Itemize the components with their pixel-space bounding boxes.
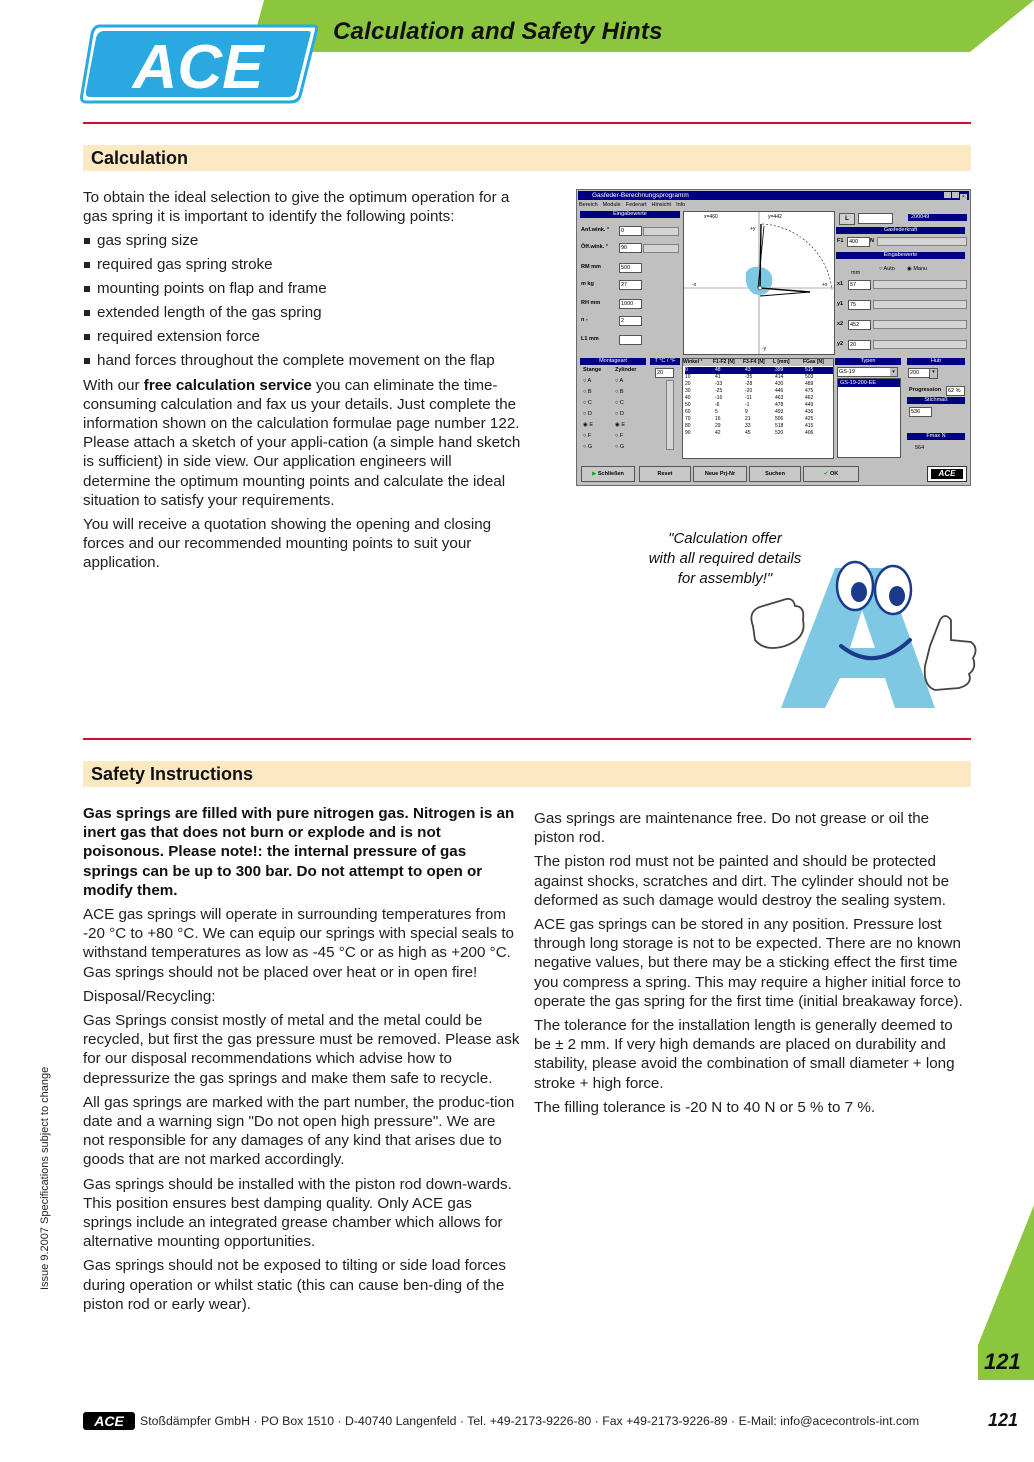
anf-wink-slider[interactable] xyxy=(643,227,679,236)
safety-paragraph: The filling tolerance is -20 N to 40 N or 5 % to 7 %. xyxy=(534,1098,876,1116)
menu-item[interactable]: Hinsicht xyxy=(651,202,672,208)
table-cell: 446 xyxy=(775,388,784,394)
x2-input[interactable]: 452 xyxy=(848,320,871,330)
list-item: required extension force xyxy=(83,327,523,346)
list-item: required gas spring stroke xyxy=(83,255,523,274)
footer-ace-logo xyxy=(83,1412,135,1430)
table-row xyxy=(685,423,833,430)
stange-option-d[interactable]: ○ D xyxy=(583,411,592,417)
table-row xyxy=(685,381,833,388)
temp-header: T °C / °F xyxy=(650,358,680,365)
table-cell: -25 xyxy=(715,388,723,394)
window-menubar xyxy=(579,201,968,209)
calculation-bullet-list xyxy=(83,231,523,370)
page-title: Calculation and Safety Hints xyxy=(333,18,663,45)
table-cell: -20 xyxy=(745,388,753,394)
safety-paragraph: All gas springs are marked with the part number, the produc-tion date and a warning sign "Do not open high pressure". We are not responsible for any damages of any kind that arises due to goods that are not marked accordingly. xyxy=(83,1093,515,1169)
minimize-icon[interactable] xyxy=(944,192,951,198)
typ-select[interactable] xyxy=(837,367,898,377)
zylinder-option-g[interactable]: ○ G xyxy=(615,444,625,450)
field-label: x1 xyxy=(837,281,844,287)
table-cell: 80 xyxy=(685,423,691,429)
option-label: C xyxy=(619,400,624,406)
table-cell: 33 xyxy=(745,423,751,429)
calculation-quotation-paragraph: You will receive a quotation showing the opening and closing forces and our recommended mounting points to suit your application. xyxy=(83,516,492,572)
window-controls xyxy=(943,192,967,200)
graph-label: x=460 xyxy=(704,214,718,220)
manu-radio[interactable]: ◉ Manu xyxy=(907,266,928,272)
safety-paragraph: Gas Springs consist mostly of metal and the metal could be recycled, but first the gas pressure must be removed. Please ask for our disposal recommendations which advise how to depressurize the gas springs and make them safe to recycle. xyxy=(83,1012,520,1087)
footer-contact: Stoßdämpfer GmbH · PO Box 1510 · D-40740 Langenfeld · Tel. +49-2173-9226-80 · Fax +49-2173-9226-89 · E-Mail: info@acecontrols-int.com xyxy=(140,1414,920,1428)
software-ace-logo-text: ACE xyxy=(931,469,963,479)
f1-slider[interactable] xyxy=(877,237,967,246)
option-label: F xyxy=(619,433,624,439)
zylinder-option-f[interactable]: ○ F xyxy=(615,433,624,439)
list-item: extended length of the gas spring xyxy=(83,303,523,322)
calculation-heading: Calculation xyxy=(91,148,189,168)
field-label: x2 xyxy=(837,321,844,327)
table-row xyxy=(685,367,833,374)
safety-paragraph: Gas springs should be installed with the piston rod down-wards. This position ensures best damping quality. Only ACE gas springs include an integrated grease chamber which allows for alternative mounting opportunities. xyxy=(83,1175,512,1251)
list-item[interactable]: GS-19-200-EE xyxy=(838,379,900,387)
table-cell: 41 xyxy=(715,374,721,380)
table-cell: 493 xyxy=(775,409,784,415)
quote-line: with all required details xyxy=(648,550,802,567)
n-input[interactable]: 2 xyxy=(619,316,642,326)
window-titlebar xyxy=(578,191,969,200)
menu-item[interactable]: Federart xyxy=(625,202,647,208)
table-cell: 414 xyxy=(775,374,784,380)
stichmass-value: 536 xyxy=(909,407,932,417)
graph-label: y=442 xyxy=(768,214,782,220)
chevron-down-icon[interactable]: ▾ xyxy=(929,368,938,379)
table-row xyxy=(685,388,833,395)
stange-option-b[interactable]: ○ B xyxy=(583,389,592,395)
safety-right-column xyxy=(534,809,971,1122)
option-label: E xyxy=(589,422,593,428)
l-input[interactable] xyxy=(858,213,893,224)
x1-input[interactable]: 57 xyxy=(848,280,871,290)
safety-heading: Safety Instructions xyxy=(91,764,254,784)
close-icon[interactable]: × xyxy=(960,194,967,200)
table-cell: 489 xyxy=(805,381,814,387)
table-cell: -16 xyxy=(715,395,723,401)
radio-label: Manu xyxy=(913,266,928,272)
table-cell: 425 xyxy=(805,416,814,422)
f1-input[interactable]: 400 xyxy=(847,237,870,247)
stange-options xyxy=(583,376,593,453)
field-label: m kg xyxy=(581,281,594,287)
field-label: Anf.wink. ° xyxy=(581,227,610,233)
table-cell: 449 xyxy=(805,402,814,408)
table-cell: -35 xyxy=(745,374,753,380)
progression-value: 62 % xyxy=(946,386,965,396)
button-label: OK xyxy=(829,471,839,477)
paragraph-text: With our xyxy=(83,376,144,394)
rm-input[interactable]: 500 xyxy=(619,263,642,273)
y1-slider[interactable] xyxy=(873,300,967,309)
column-header: L [mm] xyxy=(773,359,790,365)
temp-scrollbar[interactable] xyxy=(666,380,674,450)
menu-item[interactable]: Bereich xyxy=(579,202,598,208)
chevron-down-icon[interactable]: ▾ xyxy=(890,368,897,376)
hub-input[interactable]: 200 xyxy=(908,368,931,378)
quote-line: for assembly!" xyxy=(677,570,773,587)
window-title: Gasfeder-Berechnungsprogramm xyxy=(592,192,689,199)
option-label: A xyxy=(587,378,592,384)
safety-paragraph: Disposal/Recycling: xyxy=(83,987,216,1005)
table-cell: 20 xyxy=(685,381,691,387)
y2-slider[interactable] xyxy=(873,340,967,349)
stange-option-e[interactable]: ◉ E xyxy=(583,422,593,428)
table-cell: 9 xyxy=(745,409,748,415)
safety-paragraph: Gas springs are maintenance free. Do not grease or oil the piston rod. xyxy=(534,810,930,847)
field-label: RH mm xyxy=(581,300,601,306)
table-cell: 70 xyxy=(685,416,691,422)
l1-input[interactable] xyxy=(619,335,642,345)
column-header: F1-F2 [N] xyxy=(713,359,735,365)
stange-label: Stange xyxy=(583,367,602,373)
safety-paragraph: Gas springs should not be exposed to tilting or side load forces during operation or whilst static (this can cause ben-ding of the piston rod or early wear). xyxy=(83,1257,506,1313)
table-cell: -1 xyxy=(745,402,750,408)
typen-header: Typen xyxy=(835,358,901,365)
table-cell: 43 xyxy=(745,367,751,373)
table-row xyxy=(685,409,833,416)
mass-input[interactable]: 27 xyxy=(619,280,642,290)
ok-button[interactable] xyxy=(803,466,859,482)
zylinder-option-d[interactable]: ○ D xyxy=(615,411,624,417)
table-cell: 10 xyxy=(685,374,691,380)
hub-header: Hub xyxy=(907,358,965,365)
option-label: F xyxy=(587,433,592,439)
field-label: mm xyxy=(851,270,861,276)
issue-note: Issue 9.2007 Specifications subject to change xyxy=(39,1066,51,1290)
calculation-intro: To obtain the ideal selection to give the optimum operation for a gas spring it is important to identify the following points: xyxy=(83,189,510,226)
footer-ace-logo-text: ACE xyxy=(94,1413,124,1429)
page-number: 121 xyxy=(984,1349,1021,1374)
table-body xyxy=(685,367,833,437)
column-header: FGas [N] xyxy=(803,359,824,365)
list-item: mounting points on flap and frame xyxy=(83,279,523,298)
table-cell: 0 xyxy=(685,367,688,373)
option-label: B xyxy=(587,389,592,395)
table-cell: 60 xyxy=(685,409,691,415)
suchen-button[interactable]: Suchen xyxy=(749,466,801,482)
results-table xyxy=(682,358,834,459)
safety-rule xyxy=(83,738,971,740)
table-cell: 478 xyxy=(775,402,784,408)
table-cell: 430 xyxy=(775,381,784,387)
table-cell: 50 xyxy=(685,402,691,408)
order-number: 200049 xyxy=(908,214,967,221)
schliessen-button[interactable] xyxy=(581,466,635,482)
zylinder-option-c[interactable]: ○ C xyxy=(615,400,624,406)
quote-line: "Calculation offer xyxy=(668,530,782,547)
table-cell: 399 xyxy=(775,367,784,373)
column-header: Winkel ° xyxy=(683,359,703,365)
zylinder-label: Zylinder xyxy=(615,367,637,373)
check-icon: ✔ xyxy=(823,471,829,477)
zylinder-option-b[interactable]: ○ B xyxy=(615,389,624,395)
safety-heading-band xyxy=(83,761,971,787)
table-cell: 29 xyxy=(715,423,721,429)
table-cell: -33 xyxy=(715,381,723,387)
table-cell: 21 xyxy=(745,416,751,422)
anf-wink-input[interactable]: 0 xyxy=(619,226,642,236)
field-label: Progression xyxy=(909,387,942,393)
exit-icon: ▶ xyxy=(592,471,597,477)
option-label: G xyxy=(619,444,625,450)
table-cell: 475 xyxy=(805,388,814,394)
software-ace-logo xyxy=(927,466,967,482)
calculation-service-paragraph xyxy=(83,376,523,510)
safety-paragraph: ACE gas springs will operate in surrounding temperatures from -20 °C to +80 °C. We can equip our springs with special seals to withstand temperatures as low as -45 °C or as high as +200 °C. Gas springs should not be placed over heat or in open fire! xyxy=(83,906,515,981)
table-header-row xyxy=(683,359,833,366)
table-cell: 503 xyxy=(805,374,814,380)
maximize-icon[interactable] xyxy=(952,192,959,198)
calculation-rule xyxy=(83,122,971,124)
field-label: F1 xyxy=(837,238,844,244)
table-row xyxy=(685,402,833,409)
list-item: gas spring size xyxy=(83,231,523,250)
stange-option-g[interactable]: ○ G xyxy=(583,444,593,450)
field-label: y2 xyxy=(837,341,844,347)
paragraph-text: you can eliminate the time-consuming calculation and fax us your details. Just complete the information shown on the calculation formulae page number 122. Please attach a sketch of your appli-cation (a simple hand sketch is sufficient) in side view. Our application engineers will determine the optimum mounting points and calculate the ideal situation to satisfy your requirements. xyxy=(83,376,521,509)
table-cell: 16 xyxy=(715,416,721,422)
column-header: F3-F4 [N] xyxy=(743,359,765,365)
zylinder-option-e[interactable]: ◉ E xyxy=(615,422,625,428)
oeff-wink-input[interactable]: 90 xyxy=(619,243,642,253)
button-label: Schließen xyxy=(597,471,624,477)
table-cell: 518 xyxy=(775,423,784,429)
graph-label: -x xyxy=(692,282,697,288)
option-label: E xyxy=(621,422,625,428)
right-panel-header: Eingabewerte xyxy=(836,252,965,259)
option-label: B xyxy=(619,389,624,395)
oeff-wink-slider[interactable] xyxy=(643,244,679,253)
calculation-heading-band xyxy=(83,145,971,171)
fmax-header: Fmax N xyxy=(907,433,965,440)
footer-page-number: 121 xyxy=(988,1410,1019,1430)
table-cell: 415 xyxy=(805,423,814,429)
option-label: D xyxy=(619,411,624,417)
table-cell: 462 xyxy=(805,395,814,401)
table-cell: -11 xyxy=(745,395,752,401)
gasfederkraft-header: Gasfederkraft xyxy=(836,227,965,234)
left-panel-header: Eingabewerte xyxy=(580,211,680,218)
safety-warning-bold: Gas springs are filled with pure nitrogen gas. Nitrogen is an inert gas that does not burn or explode and is not poisonous. Please note!: the internal pressure of gas springs can be up to 300 bar. Do not attempt to open or modify them. xyxy=(83,805,515,899)
table-cell: 90 xyxy=(685,430,691,436)
stange-option-f[interactable]: ○ F xyxy=(583,433,592,439)
graph-label: +y xyxy=(750,226,756,232)
geometry-graph-svg xyxy=(684,212,834,354)
x2-slider[interactable] xyxy=(873,320,967,329)
graph-label: -y xyxy=(762,346,767,352)
new-project-button[interactable]: Neue Prj-Nr xyxy=(693,466,747,482)
table-row xyxy=(685,395,833,402)
table-cell: 30 xyxy=(685,388,691,394)
zylinder-option-a[interactable]: ○ A xyxy=(615,378,624,384)
option-label: D xyxy=(587,411,592,417)
option-label: C xyxy=(587,400,592,406)
table-cell: -6 xyxy=(715,402,720,408)
reset-button[interactable]: Reset xyxy=(639,466,691,482)
menu-item[interactable]: Module xyxy=(602,202,621,208)
zylinder-options xyxy=(615,376,625,453)
typ-list[interactable] xyxy=(837,378,901,458)
geometry-graph xyxy=(683,211,835,355)
l-button[interactable]: L xyxy=(839,213,855,225)
y1-input[interactable]: 75 xyxy=(848,300,871,310)
table-cell: 45 xyxy=(745,430,751,436)
stange-option-a[interactable]: ○ A xyxy=(583,378,592,384)
y2-input[interactable]: 20 xyxy=(848,340,871,350)
temp-input[interactable]: 20 xyxy=(655,368,674,378)
field-label: N xyxy=(870,238,874,244)
stichmass-header: Stichmaß xyxy=(907,397,965,404)
table-cell: 5 xyxy=(715,409,718,415)
option-label: G xyxy=(587,444,593,450)
rh-input[interactable]: 1000 xyxy=(619,299,642,309)
x1-slider[interactable] xyxy=(873,280,967,289)
calculation-software-screenshot xyxy=(576,189,971,486)
safety-paragraph: The piston rod must not be painted and should be protected against shocks, scratches and dirt. The cylinder should not be deformed as such damage would destroy the sealing system. xyxy=(534,853,950,909)
table-cell: 406 xyxy=(805,430,814,436)
auto-radio[interactable]: ○ Auto xyxy=(879,266,895,272)
ace-logo xyxy=(78,22,318,104)
safety-paragraph: The tolerance for the installation length is generally deemed to be ± 2 mm. If very high demands are placed on durability and stability, please avoid the combination of small diameter + long stroke + high force. xyxy=(534,1017,955,1092)
table-cell: -28 xyxy=(745,381,753,387)
option-label: A xyxy=(619,378,624,384)
ace-logo-text: ACE xyxy=(132,33,264,102)
fmax-value: 564 xyxy=(915,445,925,451)
free-service-bold: free calculation service xyxy=(143,376,312,394)
table-row xyxy=(685,430,833,437)
safety-paragraph: ACE gas springs can be stored in any position. Pressure lost through long storage is not to be expected. There are no known negative values, but there may be a sticking effect the first time you compress a spring. This may require a higher initial force to operate the gas spring for the first time (initial breakaway force). xyxy=(534,916,963,1010)
table-cell: 463 xyxy=(775,395,784,401)
table-row xyxy=(685,374,833,381)
montageart-header: Montageart xyxy=(580,358,646,365)
table-cell: 48 xyxy=(715,367,721,373)
table-cell: 40 xyxy=(685,395,691,401)
field-label: L1 mm xyxy=(581,336,599,342)
field-label: Öff.wink. ° xyxy=(581,244,608,250)
graph-label: +x xyxy=(822,282,828,288)
table-cell: 506 xyxy=(775,416,784,422)
calculation-text xyxy=(83,188,523,578)
safety-left-column xyxy=(83,804,520,1319)
table-cell: 42 xyxy=(715,430,721,436)
list-item: hand forces throughout the complete movement on the flap xyxy=(83,351,523,370)
radio-label: Auto xyxy=(883,266,895,272)
table-cell: 520 xyxy=(775,430,784,436)
field-label: RM mm xyxy=(581,264,601,270)
typ-select-value: GS-19 xyxy=(839,369,855,375)
table-cell: 436 xyxy=(805,409,814,415)
field-label: y1 xyxy=(837,301,844,307)
ace-mascot-illustration xyxy=(745,548,980,713)
stange-option-c[interactable]: ○ C xyxy=(583,400,592,406)
table-cell: 515 xyxy=(805,367,814,373)
table-row xyxy=(685,416,833,423)
field-label: n - xyxy=(581,317,588,323)
menu-item[interactable]: Info xyxy=(676,202,686,208)
